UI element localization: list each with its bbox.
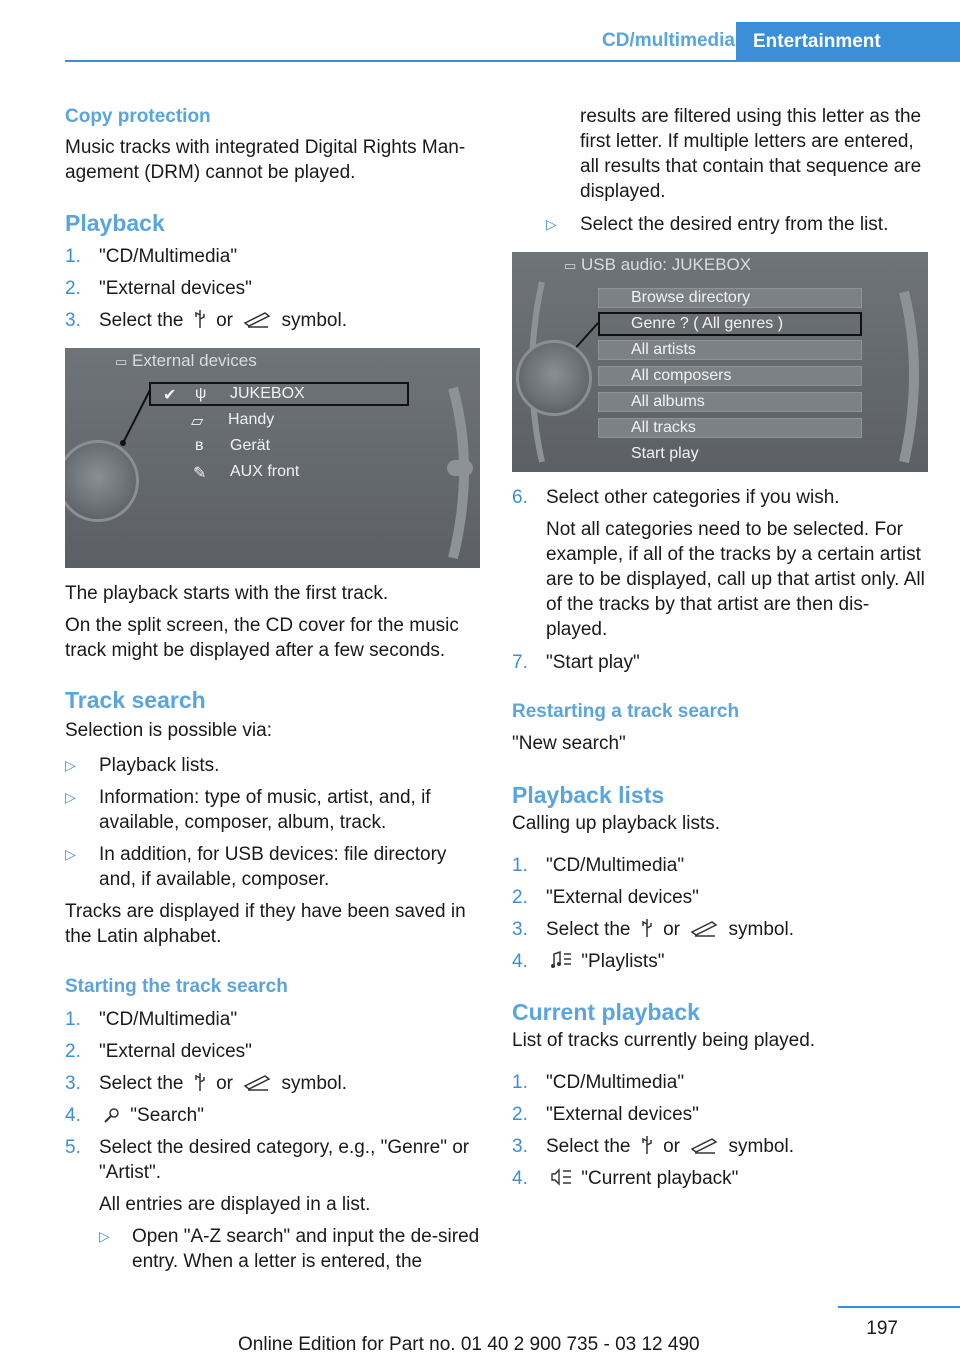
or-text: or (216, 310, 233, 331)
step-number: 3. (65, 1073, 81, 1094)
step-number: 1. (512, 855, 528, 876)
steps-6-7 (512, 485, 930, 675)
step-number: 1. (65, 1009, 81, 1030)
starting-step-3: Select the or symbol. (99, 1071, 483, 1099)
menu-start-play[interactable]: Start play (631, 445, 699, 462)
header-rule (65, 60, 960, 62)
playback-steps (65, 244, 483, 344)
copy-protection-text: Music tracks with integrated Digital Rights Man-agement (DRM) cannot be played. (65, 137, 466, 183)
lists-step-4: "Playlists" (546, 949, 930, 977)
current-playback-title: Current playback (512, 999, 700, 1025)
header-tab: Entertainment (736, 22, 960, 62)
usb-icon (640, 918, 654, 945)
track-search-title: Track search (65, 687, 206, 713)
step-number: 4. (512, 1168, 528, 1189)
current-step-2: "External devices" (546, 1104, 699, 1125)
device-aux-front[interactable]: AUX front (230, 463, 300, 480)
usb-icon (193, 309, 207, 336)
menu-all-composers[interactable]: All composers (631, 367, 732, 384)
bullet-playback-lists: Playback lists. (99, 755, 220, 776)
step-number: 3. (65, 310, 81, 331)
menu-browse-directory[interactable]: Browse directory (631, 289, 751, 306)
az-bullet-text: Open "A-Z search" and input the de-sired entry. When a letter is entered, the (132, 1226, 480, 1272)
starting-steps (65, 1007, 483, 1197)
mobile-phone-icon (242, 309, 272, 336)
step-6: Select other categories if you wish. (546, 487, 840, 508)
step-number: 4. (65, 1105, 81, 1126)
az-bullet (99, 1224, 483, 1284)
playback-step-1: "CD/Multimedia" (99, 246, 238, 267)
usb-icon (193, 1072, 207, 1099)
bullet-icon: ▷ (65, 789, 76, 805)
step-number: 2. (512, 1104, 528, 1125)
restart-title: Restarting a track search (512, 701, 740, 722)
starting-step-4: "Search" (99, 1103, 483, 1131)
device-handy[interactable]: Handy (228, 411, 275, 428)
playback-text-2: On the split screen, the CD cover for the music track might be displayed after a few seconds. (65, 615, 459, 661)
page-number: 197 (866, 1318, 898, 1339)
menu-all-tracks[interactable]: All tracks (631, 419, 696, 436)
bluetooth-icon: ʙ (195, 437, 204, 454)
step-number: 2. (65, 278, 81, 299)
all-entries-text: All entries are displayed in a list. (99, 1194, 371, 1215)
step-number: 2. (512, 887, 528, 908)
current-playback-intro: List of tracks currently being played. (512, 1030, 816, 1051)
check-icon: ✔ (163, 387, 177, 404)
controller-knob (516, 340, 592, 416)
symbol-text: symbol. (281, 310, 347, 331)
usb-audio-screen (512, 252, 928, 472)
left-column (65, 104, 483, 185)
playlist-icon (550, 950, 572, 977)
bullet-icon: ▷ (65, 757, 76, 773)
edition-note: Online Edition for Part no. 01 40 2 900 735 - 03 12 490 (238, 1334, 700, 1355)
bullet-usb-devices: In addition, for USB devices: file directory and, if available, composer. (99, 844, 447, 890)
current-step-1: "CD/Multimedia" (546, 1072, 685, 1093)
lists-step-2: "External devices" (546, 887, 699, 908)
menu-all-artists[interactable]: All artists (631, 341, 696, 358)
menu-genre[interactable]: Genre ? ( All genres ) (631, 315, 784, 332)
aux-icon: ✎ (193, 465, 207, 482)
track-search-intro: Selection is possible via: (65, 720, 272, 741)
playback-step-2: "External devices" (99, 278, 252, 299)
starting-step-2: "External devices" (99, 1041, 252, 1062)
header-section: CD/multimedia (601, 30, 735, 51)
step-number: 3. (512, 1136, 528, 1157)
starting-step-5: Select the desired category, e.g., "Genre" or "Artist". (99, 1137, 470, 1183)
current-step-4: "Current playback" (546, 1166, 930, 1194)
az-bullet-continued: results are filtered using this letter as the first letter. If multiple letters are entered, all results that contain that sequence are displayed. (580, 106, 922, 202)
usb-audio-icon: ▭ (564, 258, 577, 273)
current-step-3: Select the or symbol. (546, 1134, 930, 1162)
playback-lists-title: Playback lists (512, 782, 665, 808)
external-devices-screen (65, 348, 480, 568)
step-number: 2. (65, 1041, 81, 1062)
usb-icon: ψ (195, 385, 207, 402)
lists-step-3: Select the or symbol. (546, 917, 930, 945)
starting-title: Starting the track search (65, 976, 288, 997)
bullet-icon: ▷ (546, 216, 557, 232)
playback-text-1: The playback starts with the first track. (65, 583, 389, 604)
step-number: 4. (512, 951, 528, 972)
step-number: 7. (512, 652, 528, 673)
lists-step-1: "CD/Multimedia" (546, 855, 685, 876)
step-7: "Start play" (546, 652, 640, 673)
mobile-phone-icon (689, 918, 719, 945)
current-playback-steps (512, 1070, 930, 1200)
options-icon (447, 460, 473, 476)
select-bullet (546, 212, 932, 242)
current-playback-icon (550, 1167, 572, 1194)
copy-protection-title: Copy protection (65, 106, 211, 127)
device-geraet[interactable]: Gerät (230, 437, 271, 454)
step-number: 5. (65, 1137, 81, 1158)
screen-title: ▭ External devices (115, 351, 257, 370)
footer-rule (838, 1306, 960, 1308)
playback-lists-intro: Calling up playback lists. (512, 813, 721, 834)
search-icon (103, 1106, 121, 1131)
step-number: 6. (512, 487, 528, 508)
playback-title: Playback (65, 210, 165, 236)
usb-icon (640, 1135, 654, 1162)
bullet-icon: ▷ (99, 1228, 110, 1244)
select-bullet-text: Select the desired entry from the list. (580, 214, 889, 235)
step-6-text: Not all categories need to be selected. For example, if all of the tracks by a certain artist are to be displayed, call up that artist only. All of the tracks by that artist are then dis-played. (546, 519, 925, 640)
restart-text: "New search" (512, 733, 626, 754)
step-number: 1. (65, 246, 81, 267)
select-the-text: Select the (99, 310, 184, 331)
mobile-phone-icon (242, 1072, 272, 1099)
mobile-phone-icon (689, 1135, 719, 1162)
device-jukebox[interactable]: JUKEBOX (230, 385, 305, 402)
playback-step-3 (99, 308, 483, 336)
menu-all-albums[interactable]: All albums (631, 393, 705, 410)
phone-icon: ▱ (191, 413, 204, 430)
devices-icon: ▭ (115, 354, 128, 369)
track-search-note: Tracks are displayed if they have been saved in the Latin alphabet. (65, 901, 466, 947)
bullet-information: Information: type of music, artist, and, if available, composer, album, track. (99, 787, 431, 833)
starting-step-1: "CD/Multimedia" (99, 1009, 238, 1030)
step-number: 1. (512, 1072, 528, 1093)
step-number: 3. (512, 919, 528, 940)
track-search-bullets (65, 753, 483, 893)
playback-lists-steps (512, 853, 930, 983)
bullet-icon: ▷ (65, 846, 76, 862)
screen-title: ▭ USB audio: JUKEBOX (564, 255, 752, 274)
